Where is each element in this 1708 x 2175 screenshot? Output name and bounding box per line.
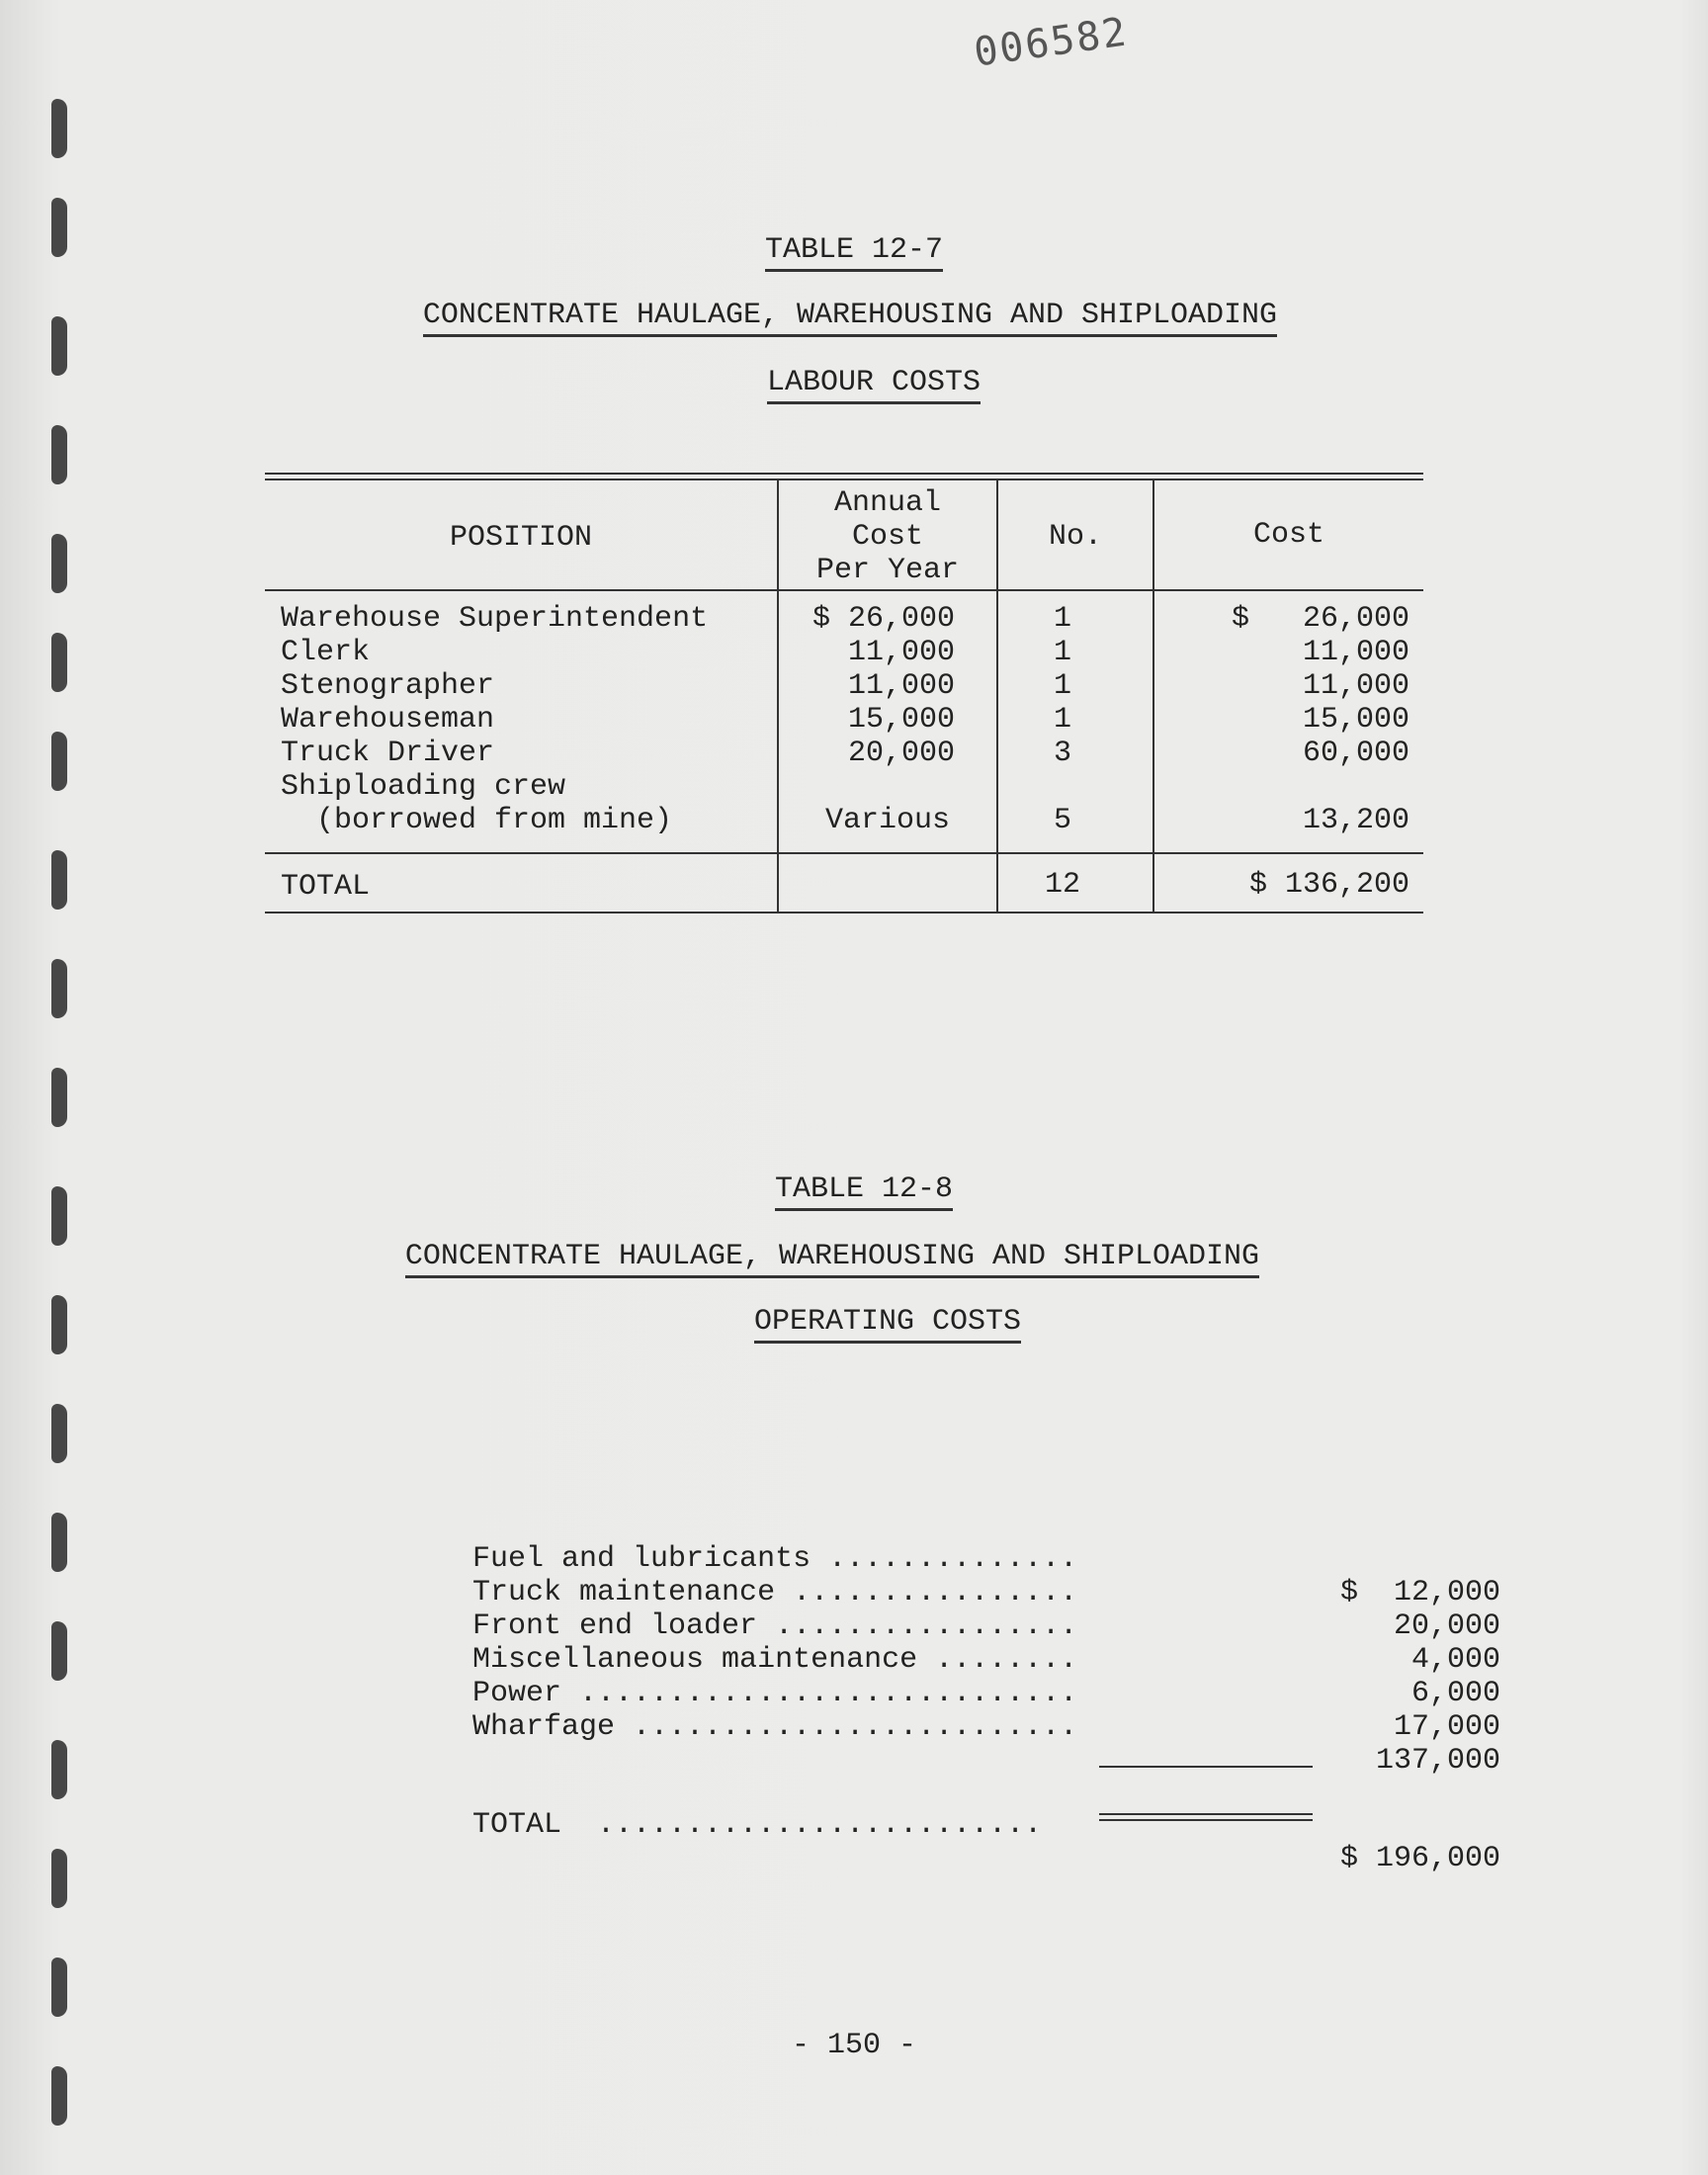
item-label: Front end loader: [472, 1610, 758, 1643]
cell-cost: 11,000: [1302, 669, 1409, 703]
total-top-rule: [1099, 1766, 1313, 1768]
table-rule: [265, 912, 1423, 914]
total-cost: $ 136,200: [1248, 868, 1409, 902]
leader-dots: ........: [917, 1643, 1078, 1677]
table-rule: [265, 473, 1423, 475]
cell-no: 3: [1053, 737, 1071, 770]
item-value: $ 12,000: [1339, 1576, 1500, 1610]
header-no: No.: [1048, 520, 1102, 554]
document-stamp-number: 006582: [971, 9, 1131, 76]
binding-mark: [51, 99, 67, 158]
header-cost: Cost: [1252, 518, 1324, 552]
cell-cost: 15,000: [1302, 703, 1409, 737]
cell-annual: 15,000: [847, 703, 955, 737]
item-value: 20,000: [1393, 1610, 1500, 1643]
leader-dots: .........................: [615, 1710, 1078, 1744]
binding-mark: [51, 1513, 67, 1572]
total-double-rule: [1099, 1813, 1313, 1815]
table-12-7-subtitle-row: [20, 366, 1708, 404]
binding-mark: [51, 850, 67, 910]
leader-dots: ................: [775, 1576, 1078, 1610]
header-annual-cost-line3: Per Year: [815, 554, 960, 587]
cell-position: Warehouseman: [281, 703, 495, 737]
cell-no: 1: [1053, 703, 1071, 737]
cell-position: Clerk: [281, 636, 371, 669]
binding-mark: [51, 732, 67, 791]
cell-position: Warehouse Superintendent: [281, 602, 709, 636]
binding-mark: [51, 959, 67, 1018]
cell-annual: 11,000: [847, 669, 955, 703]
cell-no: 1: [1053, 602, 1071, 636]
cell-annual: Various: [824, 804, 951, 837]
table-12-7-title: CONCENTRATE HAULAGE, WAREHOUSING AND SHIPLOADING: [423, 299, 1277, 337]
leader-dots: .........................: [561, 1808, 1043, 1842]
table-12-8-title: CONCENTRATE HAULAGE, WAREHOUSING AND SHIPLOADING: [405, 1240, 1259, 1278]
table-rule: [265, 852, 1423, 854]
cell-position: (borrowed from mine): [281, 804, 673, 837]
item-label: Power: [472, 1677, 562, 1710]
table-12-7-number-row: [0, 233, 1708, 272]
cell-position: Shiploading crew: [281, 770, 566, 804]
total-label: TOTAL: [281, 870, 371, 904]
binding-mark: [51, 633, 67, 692]
table-rule: [265, 589, 1423, 591]
binding-mark: [51, 1958, 67, 2017]
binding-mark: [51, 1068, 67, 1127]
binding-mark: [51, 2066, 67, 2126]
binding-mark: [51, 534, 67, 593]
table-12-7-number: TABLE 12-7: [765, 233, 943, 272]
header-position: POSITION: [449, 521, 593, 555]
item-label: Wharfage: [472, 1710, 616, 1744]
header-annual-cost-line2: Cost: [851, 520, 923, 554]
table-rule: [265, 478, 1423, 480]
cell-no: 5: [1053, 804, 1071, 837]
item-value: 4,000: [1410, 1643, 1500, 1677]
item-label: Miscellaneous maintenance: [472, 1643, 918, 1677]
leader-dots: ..............: [811, 1542, 1078, 1576]
table-12-8-title-row: [0, 1240, 1686, 1278]
item-value: 6,000: [1410, 1677, 1500, 1710]
table-12-7-subtitle: LABOUR COSTS: [767, 366, 981, 404]
table-12-8-number-row: [10, 1173, 1708, 1211]
cell-position: Truck Driver: [281, 737, 495, 770]
cell-position: Stenographer: [281, 669, 495, 703]
total-row: [401, 1775, 1500, 1875]
leader-dots: ............................: [561, 1677, 1078, 1710]
cell-cost: 13,200: [1302, 804, 1409, 837]
binding-mark: [51, 1740, 67, 1799]
table-12-8-subtitle: OPERATING COSTS: [754, 1305, 1021, 1344]
binding-mark: [51, 1404, 67, 1463]
total-label: TOTAL: [472, 1808, 562, 1842]
cell-cost: $ 26,000: [1231, 602, 1409, 636]
cell-no: 1: [1053, 669, 1071, 703]
cell-annual: $ 26,000: [811, 602, 955, 636]
binding-mark: [51, 1621, 67, 1681]
binding-mark: [51, 425, 67, 484]
total-no: 12: [1044, 868, 1080, 902]
table-12-8-subtitle-row: [34, 1305, 1708, 1344]
cell-cost: 11,000: [1302, 636, 1409, 669]
cell-cost: 60,000: [1302, 737, 1409, 770]
item-value: 17,000: [1393, 1710, 1500, 1744]
cell-no: 1: [1053, 636, 1071, 669]
leader-dots: .................: [757, 1610, 1078, 1643]
header-annual-cost-line1: Annual: [833, 486, 942, 520]
cell-annual: 20,000: [847, 737, 955, 770]
item-label: Fuel and lubricants: [472, 1542, 811, 1576]
item-label: Truck maintenance: [472, 1576, 776, 1610]
total-double-rule: [1099, 1819, 1313, 1821]
table-12-7-title-row: [0, 299, 1704, 337]
table-12-8-number: TABLE 12-8: [775, 1173, 953, 1211]
binding-mark: [51, 1849, 67, 1908]
page-number: - 150 -: [791, 2029, 917, 2062]
total-value: $ 196,000: [1339, 1842, 1500, 1875]
cell-annual: 11,000: [847, 636, 955, 669]
item-value: 137,000: [1375, 1744, 1500, 1778]
